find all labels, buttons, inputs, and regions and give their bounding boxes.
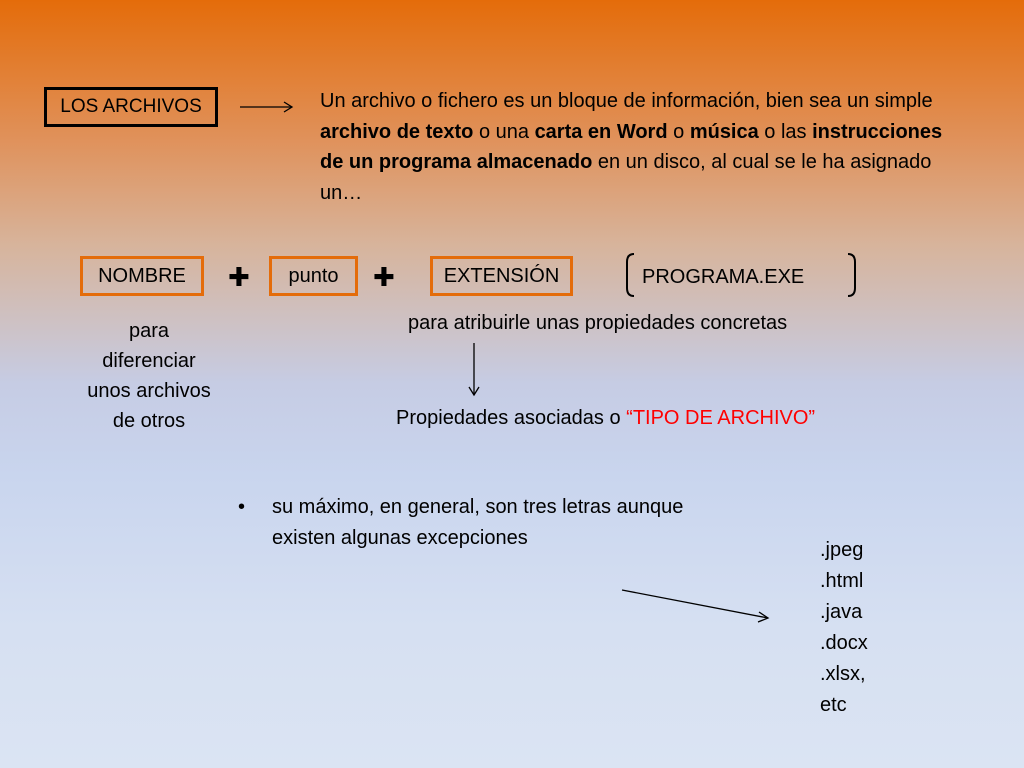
punto-box: punto — [269, 256, 358, 296]
list-arrow — [622, 590, 768, 618]
nombre-note-line: de otros — [112, 410, 186, 432]
nombre-note — [68, 316, 230, 436]
bullet-item — [238, 492, 683, 553]
file-type-highlight: “TIPO DE ARCHIVO” — [626, 407, 816, 429]
intro-bold-2: carta en Word — [534, 120, 668, 143]
intro-part-1: Un archivo o fichero es un bloque de información, bien sea un simple — [320, 90, 933, 112]
bullet-line: existen algunas excepciones — [272, 526, 528, 549]
right-bracket — [848, 254, 855, 296]
nombre-note-line: diferenciar — [102, 350, 196, 372]
nombre-box: NOMBRE — [80, 256, 204, 296]
intro-part-4: o las — [758, 120, 813, 143]
left-bracket — [627, 254, 634, 296]
extension-item: .html — [820, 570, 864, 592]
nombre-note-line: para — [128, 320, 170, 342]
extension-note: para atribuirle unas propiedades concretas — [408, 312, 788, 334]
plus-icon-1: ✚ — [228, 262, 250, 292]
extension-item: .xlsx, — [820, 663, 866, 685]
intro-bold-4: instrucciones de un programa almacenado — [320, 120, 943, 173]
extension-item: .jpeg — [820, 539, 864, 561]
title-box: LOS ARCHIVOS — [44, 87, 218, 127]
plus-icon-2: ✚ — [373, 262, 395, 292]
extension-box: EXTENSIÓN — [430, 256, 573, 296]
intro-bold-3: música — [689, 120, 759, 143]
bullet-line: su máximo, en general, son tres letras aunque — [272, 496, 684, 518]
extension-list — [820, 535, 868, 721]
bullet-icon: • — [238, 496, 246, 518]
extension-item: .docx — [820, 632, 868, 654]
extension-item: .java — [820, 601, 863, 623]
definition-text — [320, 86, 960, 208]
intro-part-5: en un disco, al cual se le ha asignado un… — [320, 151, 932, 204]
intro-part-2: o una — [473, 120, 535, 143]
properties-line — [396, 403, 815, 433]
extension-item: etc — [820, 694, 847, 716]
nombre-note-line: unos archivos — [87, 380, 211, 402]
intro-part-3: o — [667, 120, 690, 143]
example-filename: PROGRAMA.EXE — [642, 266, 805, 288]
intro-bold-1: archivo de texto — [320, 120, 474, 143]
properties-text: Propiedades asociadas o — [396, 407, 627, 429]
